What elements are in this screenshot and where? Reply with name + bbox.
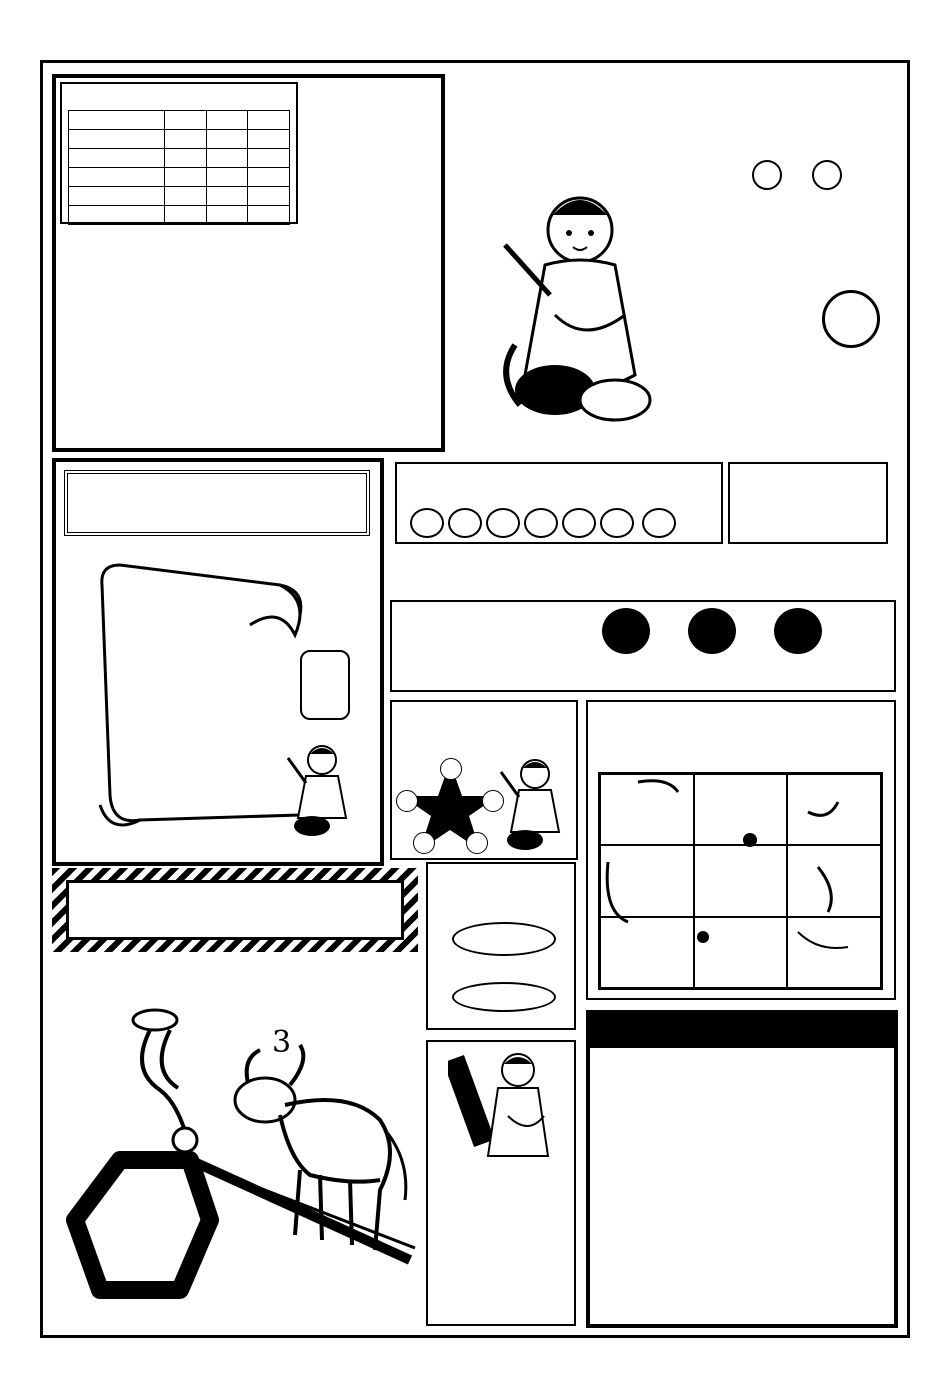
border-band-right (912, 55, 942, 1340)
recommend-numbers (602, 608, 822, 654)
svg-text:3: 3 (272, 1025, 292, 1060)
poem-tag (300, 650, 350, 720)
boy-mascot-illustration (495, 175, 670, 425)
recent-results-header (590, 1014, 894, 1048)
trend-cell (248, 149, 290, 168)
issue-badge (822, 290, 880, 348)
trend-cell (165, 149, 207, 168)
trend-col-provide (248, 111, 290, 130)
next-draw-box (728, 462, 888, 544)
logo-circle-left (752, 160, 782, 190)
recent-results-box (586, 1010, 898, 1328)
trend-cell (165, 187, 207, 206)
draw-ball (524, 508, 558, 538)
today-special-single-pill (452, 982, 556, 1012)
draw-ball (562, 508, 596, 538)
trend-cell (248, 187, 290, 206)
trend-cell (206, 206, 248, 225)
trend-cell (165, 130, 207, 149)
send-code-boy-icon (495, 752, 575, 852)
trend-cell (206, 168, 248, 187)
trend-cell (206, 130, 248, 149)
poem-boy-icon (282, 738, 362, 838)
trend-cell (248, 168, 290, 187)
trend-cell (165, 168, 207, 187)
trend-cell (206, 187, 248, 206)
send-code-ball (413, 832, 435, 854)
trend-col-weak (206, 111, 248, 130)
trend-cell (206, 149, 248, 168)
trend-row (69, 168, 290, 187)
send-code-ball (396, 790, 418, 812)
poem-title-frame (64, 470, 370, 536)
hidden-picture-strokes (598, 772, 883, 990)
logo-circle-right (812, 160, 842, 190)
fortune-puzzle-illustration (60, 990, 420, 1330)
border-band-bottom (6, 1342, 938, 1370)
draw-balls (410, 508, 676, 538)
border-band-top (6, 24, 938, 52)
trend-cell (248, 206, 290, 225)
trend-table (68, 110, 290, 225)
trend-row (69, 187, 290, 206)
recommend-ball (688, 608, 736, 654)
send-code-ball (440, 758, 462, 780)
trend-row (69, 130, 290, 149)
blessing-boy-illustration (448, 1046, 558, 1166)
send-code-ball (466, 832, 488, 854)
border-band-left (4, 55, 34, 1340)
draw-ball (600, 508, 634, 538)
trend-row (69, 149, 290, 168)
recommend-ball (602, 608, 650, 654)
recommend-ball (774, 608, 822, 654)
draw-ball (486, 508, 520, 538)
draw-special-ball (642, 508, 676, 538)
puzzle-title-frame (66, 880, 404, 940)
trend-col-gate (69, 111, 165, 130)
trend-cell (248, 130, 290, 149)
trend-cell (165, 206, 207, 225)
trend-col-strong (165, 111, 207, 130)
today-special-small-pill (452, 922, 556, 956)
draw-ball (448, 508, 482, 538)
draw-ball (410, 508, 444, 538)
trend-row (69, 206, 290, 225)
